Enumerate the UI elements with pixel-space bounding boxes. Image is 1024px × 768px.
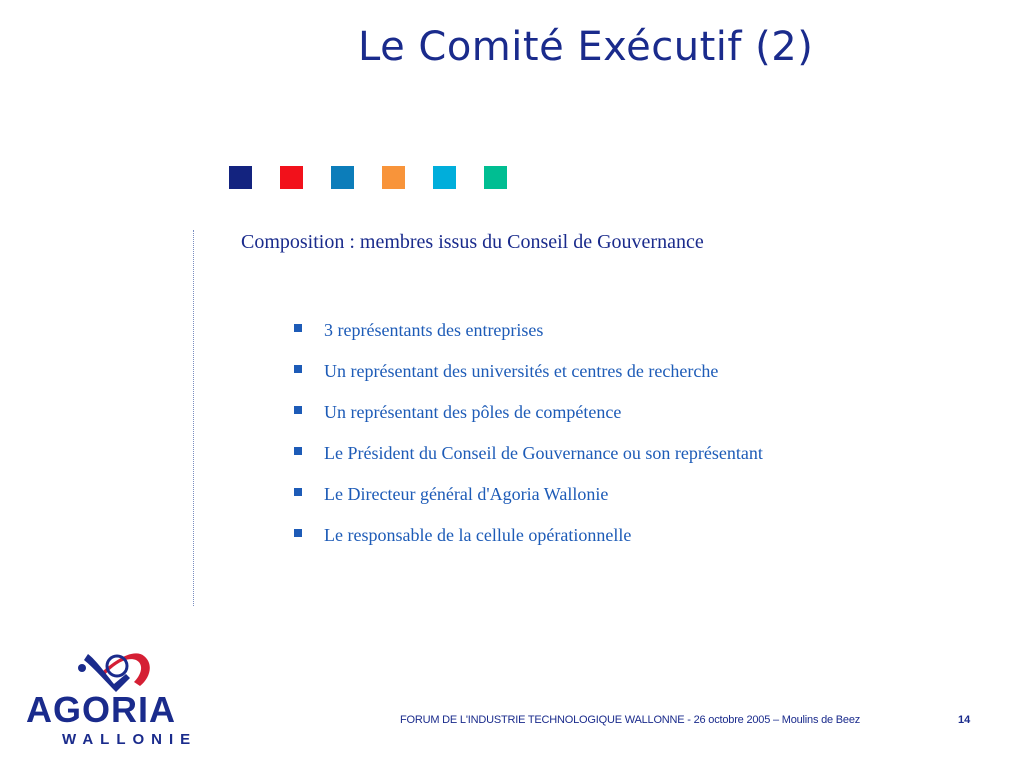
logo-name: AGORIA	[26, 689, 176, 730]
square-bullet-icon	[294, 488, 302, 496]
footer-text: FORUM DE L'INDUSTRIE TECHNOLOGIQUE WALLONNE - 26 octobre 2005 – Moulins de Beez	[400, 714, 861, 726]
color-square	[331, 166, 354, 189]
bullet-item	[294, 483, 763, 524]
bullet-text: Le Directeur général d'Agoria Wallonie	[324, 484, 609, 504]
bullet-item	[294, 401, 763, 442]
square-bullet-icon	[294, 365, 302, 373]
bullet-item	[294, 524, 763, 565]
bullet-item	[294, 360, 763, 401]
color-square	[433, 166, 456, 189]
bullet-text: Le responsable de la cellule opérationnelle	[324, 525, 632, 545]
square-bullet-icon	[294, 529, 302, 537]
bullet-text: Un représentant des pôles de compétence	[324, 402, 622, 422]
color-square	[484, 166, 507, 189]
bullet-list	[294, 319, 763, 565]
square-bullet-icon	[294, 447, 302, 455]
square-bullet-icon	[294, 406, 302, 414]
logo-dot-icon	[78, 664, 86, 672]
color-square	[280, 166, 303, 189]
color-square	[382, 166, 405, 189]
square-bullet-icon	[294, 324, 302, 332]
page-number: 14	[958, 714, 971, 726]
bullet-item	[294, 319, 763, 360]
slide-title: Le Comité Exécutif (2)	[358, 24, 814, 70]
bullet-text: 3 représentants des entreprises	[324, 320, 544, 340]
agoria-logo	[22, 630, 237, 750]
bullet-text: Un représentant des universités et centres de recherche	[324, 361, 719, 381]
slide-subtitle: Composition : membres issus du Conseil de Gouvernance	[241, 231, 704, 253]
bullet-text: Le Président du Conseil de Gouvernance ou son représentant	[324, 443, 763, 463]
bullet-item	[294, 442, 763, 483]
color-square	[229, 166, 252, 189]
logo-tagline: WALLONIE	[62, 731, 198, 748]
vertical-divider	[193, 230, 194, 606]
